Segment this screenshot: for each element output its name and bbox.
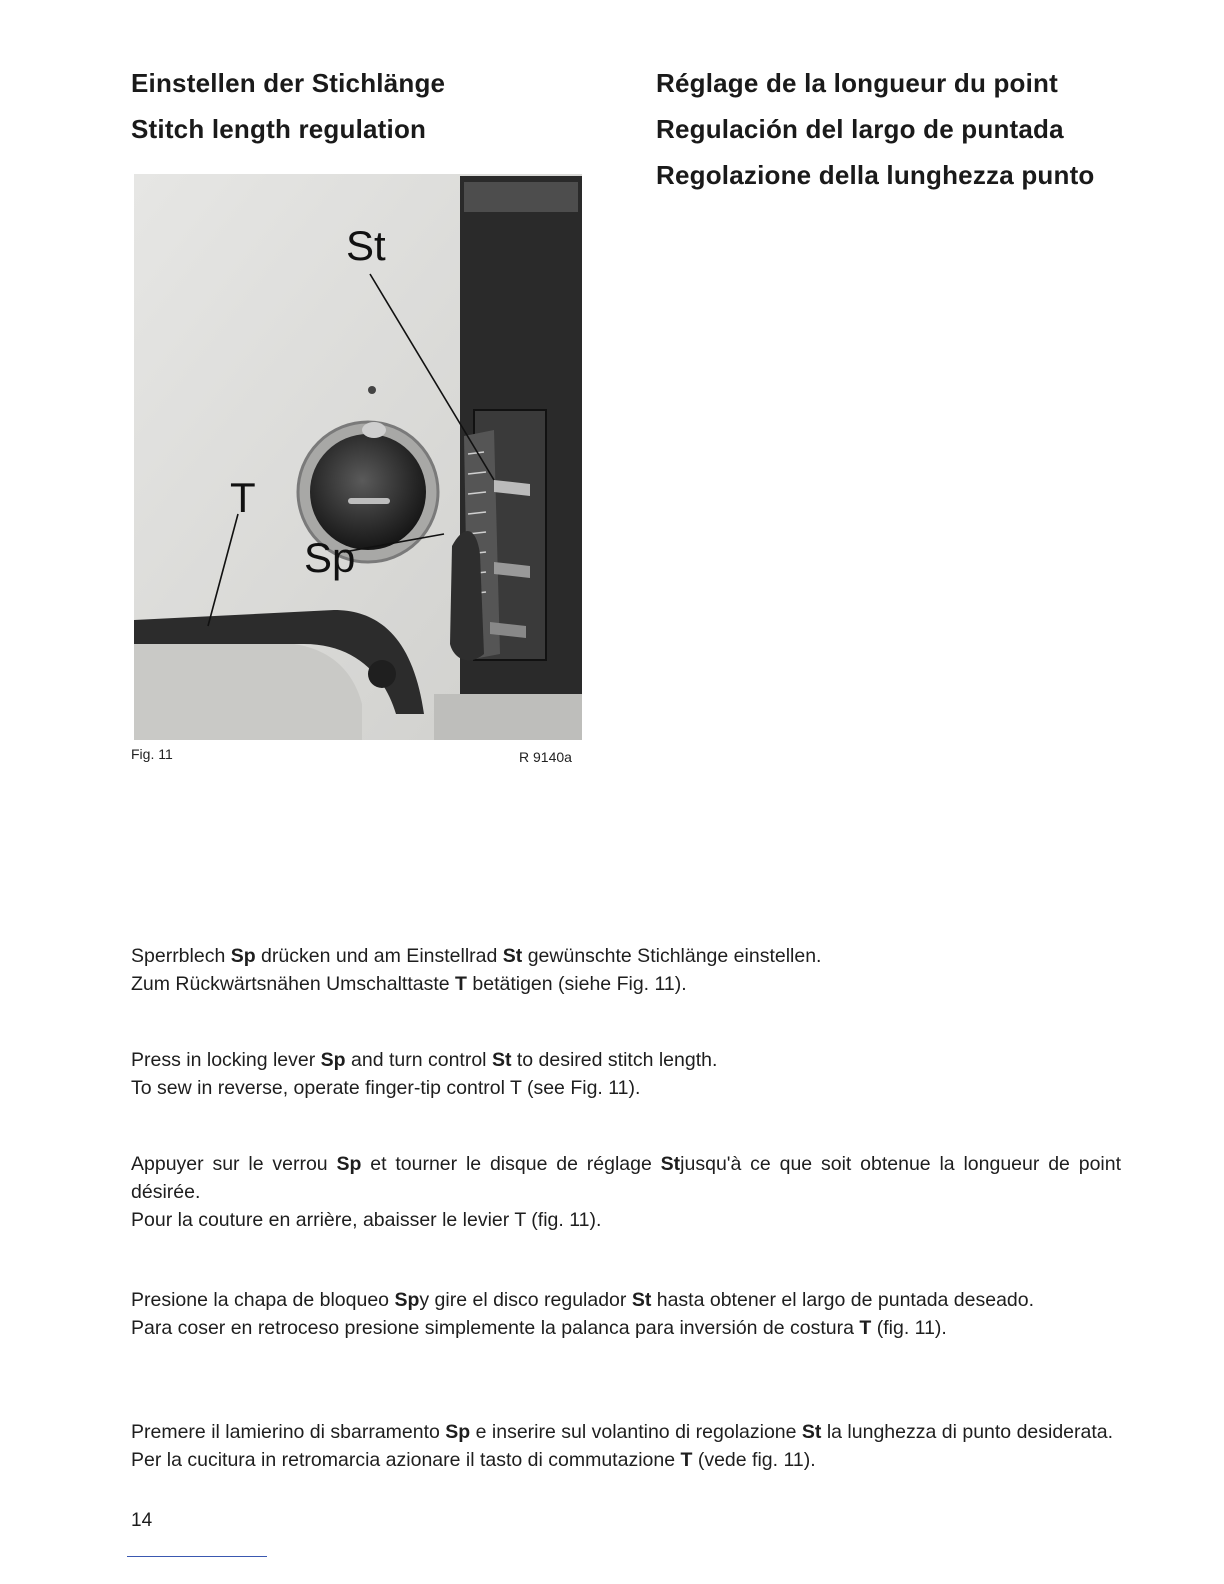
paragraph-en-line-1: Press in locking lever Sp and turn control St to desired stitch length. <box>131 1049 718 1071</box>
heading-de: Einstellen der Stichlänge <box>131 68 446 98</box>
paragraph-de <box>131 942 1121 998</box>
heading-fr: Réglage de la longueur du point <box>656 68 1058 98</box>
figure-photo <box>134 174 582 740</box>
paragraph-en-line-2: To sew in reverse, operate finger-tip control T (see Fig. 11). <box>131 1077 641 1099</box>
page-number: 14 <box>131 1510 153 1531</box>
paragraph-de-line-2: Zum Rückwärtsnähen Umschalttaste T betätigen (siehe Fig. 11). <box>131 973 687 995</box>
label-t: T <box>230 474 256 521</box>
paragraph-es <box>131 1286 1121 1342</box>
paragraph-es-line-2: Para coser en retroceso presione simplemente la palanca para inversión de costura T (fig. 11). <box>131 1317 947 1339</box>
heading-it: Regolazione della lunghezza punto <box>656 160 1095 190</box>
paragraph-es-line-1: Presione la chapa de bloqueo Spy gire el disco regulador St hasta obtener el largo de puntada deseado. <box>131 1289 1035 1311</box>
paragraph-it-line-1: Premere il lamierino di sbarramento Sp e inserire sul volantino di regolazione St la lunghezza di punto desiderata. <box>131 1421 1114 1443</box>
heading-es: Regulación del largo de puntada <box>656 114 1064 144</box>
reverse-button <box>310 434 426 550</box>
label-st: St <box>346 222 386 269</box>
paragraph-en <box>131 1046 1121 1102</box>
paragraph-fr-line-1: Appuyer sur le verrou Sp et tourner le disque de réglage Stjusqu'à ce que soit obtenue la longueur de point désirée. <box>131 1153 1122 1203</box>
figure-caption: Fig. 11 <box>131 746 173 762</box>
footer-rule <box>127 1556 267 1557</box>
label-sp: Sp <box>304 534 356 581</box>
figure-reference: R 9140a <box>519 749 572 765</box>
paragraph-de-line-1: Sperrblech Sp drücken und am Einstellrad St gewünschte Stichlänge einstellen. <box>131 945 822 967</box>
paragraph-fr-line-2: Pour la couture en arrière, abaisser le levier T (fig. 11). <box>131 1209 602 1231</box>
heading-en: Stitch length regulation <box>131 114 427 144</box>
paragraph-it <box>131 1418 1121 1474</box>
paragraph-fr <box>131 1150 1121 1234</box>
paragraph-it-line-2: Per la cucitura in retromarcia azionare il tasto di commutazione T (vede fig. 11). <box>131 1449 816 1471</box>
locking-lever <box>450 531 484 660</box>
sewing-machine-illustration <box>134 174 582 740</box>
